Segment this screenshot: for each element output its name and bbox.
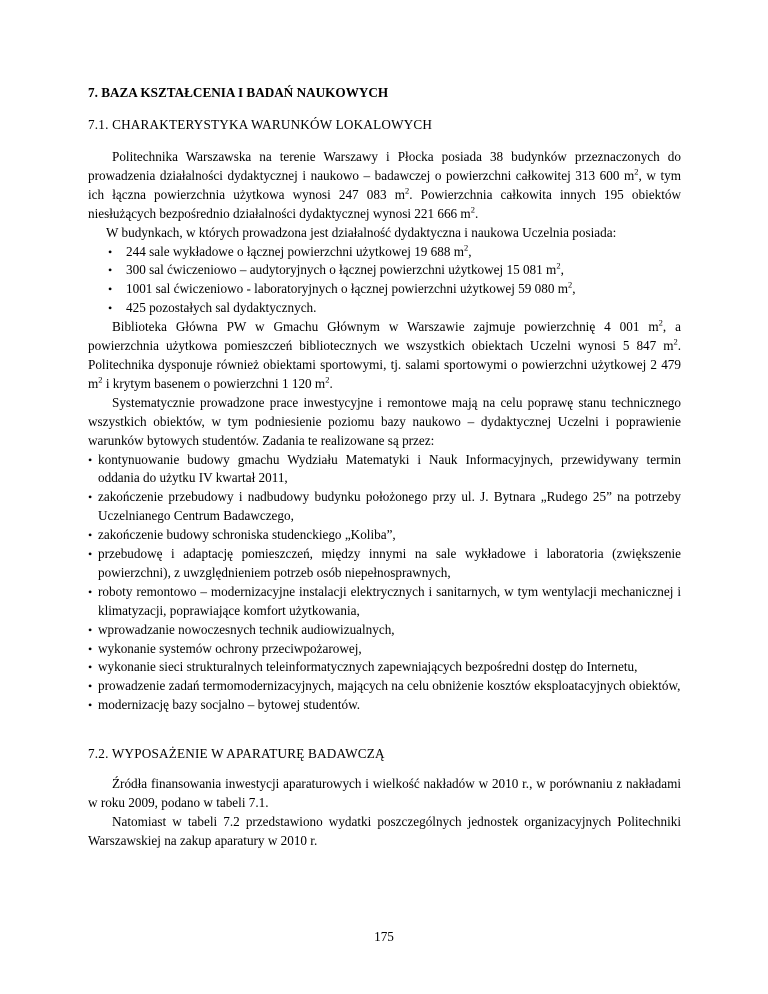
section-heading-7-2: 7.2. WYPOSAŻENIE W APARATURĘ BADAWCZĄ — [88, 746, 385, 762]
bullet-icon: • — [88, 452, 93, 467]
chapter-heading: 7. BAZA KSZTAŁCENIA I BADAŃ NAUKOWYCH — [88, 85, 389, 100]
bullet-icon: • — [88, 698, 93, 713]
paragraph-investments: Systematycznie prowadzone prace inwestycyjne i remontowe mają na celu poprawę stanu technicznego wszystkich obiektów, w tym podniesienie poziomu bazy naukowo – dydaktycznej Uczelni i poprawienie warunków bytowych studentów. Zadania te realizowane są przez: — [88, 394, 681, 448]
list-item: • przebudowę i adaptację pomieszczeń, między innymi na sale wykładowe i laboratoria (zwiększenie powierzchni), z uwzględnieniem potrzeb osób niepełnosprawnych, — [88, 546, 681, 580]
paragraph-funding: Źródła finansowania inwestycji aparaturowych i wielkość nakładów w 2010 r., w porównaniu z nakładami w roku 2009, podano w tabeli 7.1. — [88, 776, 681, 811]
list-item: • wprowadzanie nowoczesnych technik audiowizualnych, — [88, 621, 681, 640]
bullet-icon: • — [88, 490, 93, 505]
list-item: • zakończenie przebudowy i nadbudowy budynku położonego przy ul. J. Bytnara „Rudego 25” na potrzeby Uczelnianego Centrum Badawczego, — [88, 489, 681, 524]
bullet-icon: • — [88, 584, 93, 599]
bullet-icon: • — [88, 641, 93, 656]
list-item: • wykonanie sieci strukturalnych teleinformatycznych zapewniających bezpośredni dostęp do Internetu, — [88, 658, 681, 677]
list-item: • modernizację bazy socjalno – bytowej studentów. — [88, 696, 681, 715]
list-item: • wykonanie systemów ochrony przeciwpożarowej, — [88, 640, 681, 659]
document-page — [88, 84, 681, 851]
list-item: • roboty remontowo – modernizacyjne instalacji elektrycznych i sanitarnych, w tym wentylacji mechanicznej i klimatyzacji, poprawiające komfort użytkowania, — [88, 583, 681, 618]
bullet-icon: • — [108, 263, 113, 278]
list-item: • prowadzenie zadań termomodernizacyjnych, mających na celu obniżenie kosztów eksploatacyjnych obiektów, — [88, 677, 681, 696]
bullet-icon: • — [88, 528, 93, 543]
list-item: • zakończenie budowy schroniska studenckiego „Koliba”, — [88, 526, 681, 545]
list-item: • 300 sal ćwiczeniowo – audytoryjnych o łącznej powierzchni użytkowej 15 081 $m^2$, — [88, 261, 681, 280]
bullet-icon: • — [108, 282, 113, 297]
paragraph-rooms-intro: W budynkach, w których prowadzona jest działalność dydaktyczna i naukowa Uczelnia posiada: — [106, 224, 617, 240]
paragraph-expenses: Natomiast w tabeli 7.2 przedstawiono wydatki poszczególnych jednostek organizacyjnych Politechniki Warszawskiej na zakup aparatury w 2010 r. — [88, 814, 681, 848]
paragraph-buildings: Politechnika Warszawska na terenie Warszawy i Płocka posiada 38 budynków przeznaczonych do prowadzenia działalności dydaktycznej i naukowo – badawczej o powierzchni całkowitej 313 600 $m^2$, w tym ich łączna powierzchnia użytkowa wynosi 247 083 $m^2$. Powierzchnia całkowita innych 195 obiektów niesłużących bezpośrednio działalności dydaktycznej wynosi 221 666 $m^2$. — [88, 149, 681, 221]
list-item: • 244 sale wykładowe o łącznej powierzchni użytkowej 19 688 $m^2$, — [88, 243, 681, 262]
list-item: • kontynuowanie budowy gmachu Wydziału Matematyki i Nauk Informacyjnych, przewidywany termin oddania do użytku IV kwartał 2011, — [88, 451, 681, 486]
page-number: 175 — [374, 929, 394, 944]
rooms-list — [88, 243, 681, 319]
bullet-icon: • — [88, 622, 93, 637]
list-item: • 1001 sal ćwiczeniowo - laboratoryjnych o łącznej powierzchni użytkowej 59 080 $m^2$, — [88, 280, 681, 299]
paragraph-library: Biblioteka Główna PW w Gmachu Głównym w Warszawie zajmuje powierzchnię 4 001 $m^2$, a powierzchnia użytkowa pomieszczeń bibliotecznych we wszystkich obiektach Uczelni wynosi 5 847 $m^2$. Politechnika dysponuje również obiektami sportowymi, tj. salami sportowymi o powierzchni użytkowej 2 479 $m^2$ i krytym basenem o powierzchni 1 120 $m^2$. — [88, 317, 681, 391]
bullet-icon: • — [108, 244, 113, 259]
bullet-icon: • — [88, 660, 93, 675]
section-heading-7-1: 7.1. CHARAKTERYSTYKA WARUNKÓW LOKALOWYCH — [88, 117, 433, 132]
bullet-icon: • — [88, 679, 93, 694]
tasks-list — [88, 451, 681, 716]
bullet-icon: • — [108, 301, 113, 316]
bullet-icon: • — [88, 547, 93, 562]
list-item: • 425 pozostałych sal dydaktycznych. — [88, 299, 681, 318]
